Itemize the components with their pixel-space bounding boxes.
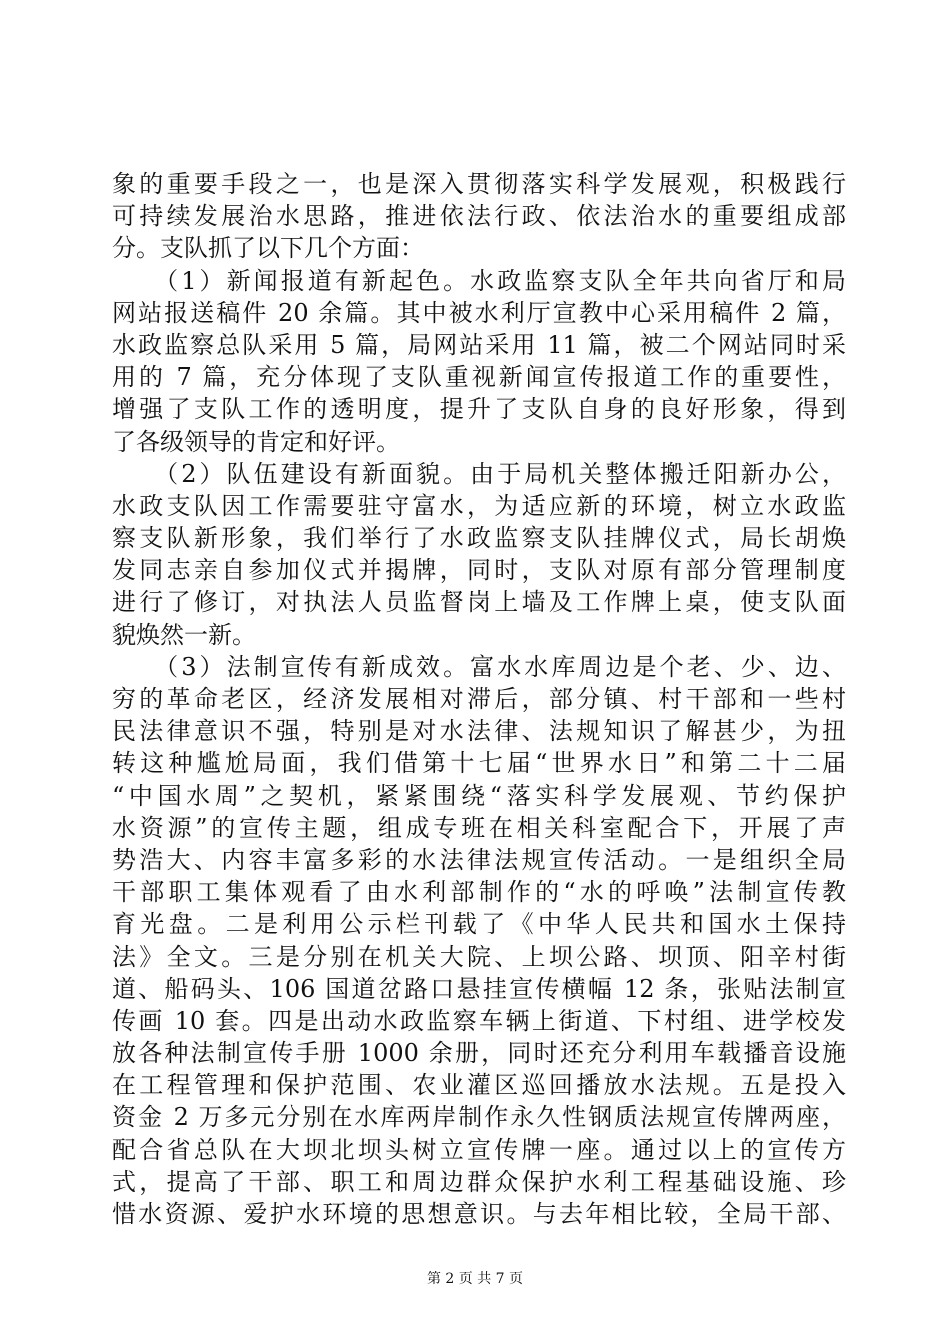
text-line: 资金 2 万多元分别在水库两岸制作永久性钢质法规宣传牌两座， bbox=[112, 1103, 846, 1132]
text-line: 象的重要手段之一，也是深入贯彻落实科学发展观，积极践行 bbox=[112, 170, 846, 198]
text-line: 传画 10 套。四是出动水政监察车辆上街道、下村组、进学校发 bbox=[112, 1006, 846, 1035]
text-line: 进行了修订，对执法人员监督岗上墙及工作牌上桌，使支队面 bbox=[112, 588, 846, 617]
text-line: 穷的革命老区，经济发展相对滞后，部分镇、村干部和一些村 bbox=[112, 685, 846, 713]
text-line: 水政支队因工作需要驻守富水，为适应新的环境，树立水政监 bbox=[112, 491, 846, 520]
text-line: 转这种尴尬局面，我们借第十七届“世界水日”和第二十二届 bbox=[112, 749, 846, 778]
text-line: 育光盘。二是利用公示栏刊载了《中华人民共和国水土保持 bbox=[112, 910, 846, 939]
text-line: 水资源”的宣传主题，组成专班在相关科室配合下，开展了声 bbox=[112, 813, 846, 842]
text-line: “中国水周”之契机，紧紧围绕“落实科学发展观、节约保护 bbox=[112, 781, 846, 810]
page-number-footer: 第 2 页 共 7 页 bbox=[426, 1271, 524, 1287]
text-line: 水政监察总队采用 5 篇，局网站采用 11 篇，被二个网站同时采 bbox=[112, 330, 846, 359]
text-line: 配合省总队在大坝北坝头树立宣传牌一座。通过以上的宣传方 bbox=[112, 1135, 846, 1164]
text-line: 惜水资源、爱护水环境的思想意识。与去年相比较，全局干部、 bbox=[112, 1200, 846, 1228]
text-line: 放各种法制宣传手册 1000 余册，同时还充分利用车载播音设施 bbox=[112, 1039, 846, 1068]
text-line: （3）法制宣传有新成效。富水水库周边是个老、少、边、 bbox=[112, 652, 846, 681]
text-line: 了各级领导的肯定和好评。 bbox=[112, 427, 400, 456]
text-line: 法》全文。三是分别在机关大院、上坝公路、坝顶、阳辛村街 bbox=[112, 942, 846, 971]
text-line: 可持续发展治水思路，推进依法行政、依法治水的重要组成部 bbox=[112, 202, 846, 231]
document-body bbox=[112, 168, 846, 1230]
text-line: 在工程管理和保护范围、农业灌区巡回播放水法规。五是投入 bbox=[112, 1071, 846, 1100]
text-line: （1）新闻报道有新起色。水政监察支队全年共向省厅和局 bbox=[112, 266, 846, 295]
text-line: 增强了支队工作的透明度，提升了支队自身的良好形象，得到 bbox=[112, 395, 846, 424]
text-line: （2）队伍建设有新面貌。由于局机关整体搬迁阳新办公， bbox=[112, 459, 846, 488]
text-line: 察支队新形象，我们举行了水政监察支队挂牌仪式，局长胡焕 bbox=[112, 524, 846, 553]
text-line: 干部职工集体观看了由水利部制作的“水的呼唤”法制宣传教 bbox=[112, 878, 846, 907]
text-line: 式，提高了干部、职工和周边群众保护水利工程基础设施、珍 bbox=[112, 1167, 846, 1196]
text-line: 势浩大、内容丰富多彩的水法律法规宣传活动。一是组织全局 bbox=[112, 845, 846, 874]
text-line: 网站报送稿件 20 余篇。其中被水利厅宣教中心采用稿件 2 篇， bbox=[112, 298, 846, 327]
text-line: 貌焕然一新。 bbox=[112, 620, 256, 649]
text-line: 道、船码头、106 国道岔路口悬挂宣传横幅 12 条，张贴法制宣 bbox=[112, 974, 846, 1003]
text-line: 民法律意识不强，特别是对水法律、法规知识了解甚少，为扭 bbox=[112, 717, 846, 746]
text-line: 发同志亲自参加仪式并揭牌，同时，支队对原有部分管理制度 bbox=[112, 556, 846, 585]
text-line: 用的 7 篇，充分体现了支队重视新闻宣传报道工作的重要性， bbox=[112, 363, 846, 392]
text-line: 分。支队抓了以下几个方面： bbox=[112, 234, 424, 263]
